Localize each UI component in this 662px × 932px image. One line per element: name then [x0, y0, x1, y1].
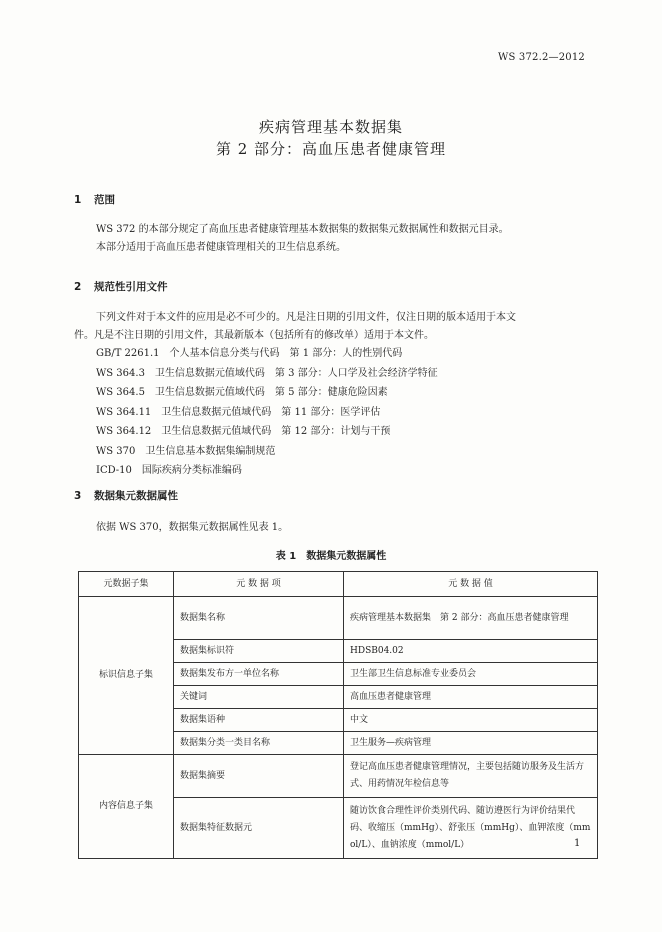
section-title: 规范性引用文件	[94, 281, 168, 293]
reference-item: WS 364.5 卫生信息数据元值域代码 第 5 部分：健康危险因素	[96, 387, 388, 398]
paragraph: WS 372 的本部分规定了高血压患者健康管理基本数据集的数据集元数据属性和数据元目录。	[96, 224, 509, 235]
column-header: 元 数 据 值	[344, 572, 598, 597]
section-title: 数据集元数据属性	[94, 490, 178, 502]
subset-cell: 内容信息子集	[79, 755, 174, 859]
column-header: 元数据子集	[79, 572, 174, 597]
item-cell: 关键词	[174, 686, 344, 709]
paragraph: 依据 WS 370，数据集元数据属性见表 1。	[96, 522, 289, 533]
value-cell: 卫生服务—疾病管理	[344, 732, 598, 755]
item-cell: 数据集特征数据元	[174, 798, 344, 859]
reference-item: WS 364.12 卫生信息数据元值域代码 第 12 部分：计划与干预	[96, 426, 391, 437]
item-cell: 数据集语种	[174, 709, 344, 732]
reference-list	[96, 344, 438, 481]
value-cell: 中文	[344, 709, 598, 732]
value-cell: 高血压患者健康管理	[344, 686, 598, 709]
document-title: 疾病管理基本数据集	[258, 118, 403, 136]
section-number: 2	[74, 281, 82, 293]
item-cell: 数据集名称	[174, 597, 344, 640]
section-number: 1	[74, 194, 82, 206]
reference-item: WS 364.3 卫生信息数据元值域代码 第 3 部分：人口学及社会经济学特征	[96, 367, 438, 379]
section-heading-scope	[74, 192, 115, 207]
reference-item: GB/T 2261.1 个人基本信息分类与代码 第 1 部分：人的性别代码	[96, 348, 403, 359]
reference-item: WS 370 卫生信息基本数据集编制规范	[96, 445, 276, 457]
value-cell: 卫生部卫生信息标准专业委员会	[344, 663, 598, 686]
value-cell: 随访饮食合理性评价类别代码、随访遵医行为评价结果代码、收缩压（mmHg）、舒张压（mmHg）、血钾浓度（mmol/L）、血钠浓度（mmol/L）	[344, 798, 598, 859]
standard-code: WS 372.2—2012	[498, 52, 585, 63]
table-row	[79, 755, 598, 798]
value-cell: 登记高血压患者健康管理情况，主要包括随访服务及生活方式、用药情况年检信息等	[344, 755, 598, 798]
page-number: 1	[574, 838, 581, 849]
value-cell: HDSB04.02	[344, 640, 598, 663]
table-row	[79, 597, 598, 640]
document-subtitle: 第 2 部分：高血压患者健康管理	[215, 140, 447, 158]
subset-cell: 标识信息子集	[79, 597, 174, 755]
reference-item: WS 364.11 卫生信息数据元值域代码 第 11 部分：医学评估	[96, 406, 381, 418]
item-cell: 数据集发布方一单位名称	[174, 663, 344, 686]
paragraph: 本部分适用于高血压患者健康管理相关的卫生信息系统。	[96, 242, 346, 253]
paragraph: 件。凡是不注日期的引用文件，其最新版本（包括所有的修改单）适用于本文件。	[74, 330, 434, 341]
column-header: 元 数 据 项	[174, 572, 344, 597]
paragraph: 下列文件对于本文件的应用是必不可少的。凡是注日期的引用文件，仅注日期的版本适用于本文	[96, 312, 516, 323]
table-header-row	[79, 572, 598, 597]
item-cell: 数据集分类一类目名称	[174, 732, 344, 755]
reference-item: ICD-10 国际疾病分类标准编码	[96, 465, 242, 476]
section-number: 3	[74, 490, 82, 502]
section-heading-normative-references	[74, 279, 168, 294]
section-heading-metadata-attributes	[74, 488, 178, 503]
table-caption: 表 1 数据集元数据属性	[275, 551, 387, 562]
item-cell: 数据集标识符	[174, 640, 344, 663]
section-title: 范围	[94, 194, 115, 206]
item-cell: 数据集摘要	[174, 755, 344, 798]
metadata-attributes-table	[78, 571, 598, 859]
value-cell: 疾病管理基本数据集 第 2 部分：高血压患者健康管理	[344, 597, 598, 640]
